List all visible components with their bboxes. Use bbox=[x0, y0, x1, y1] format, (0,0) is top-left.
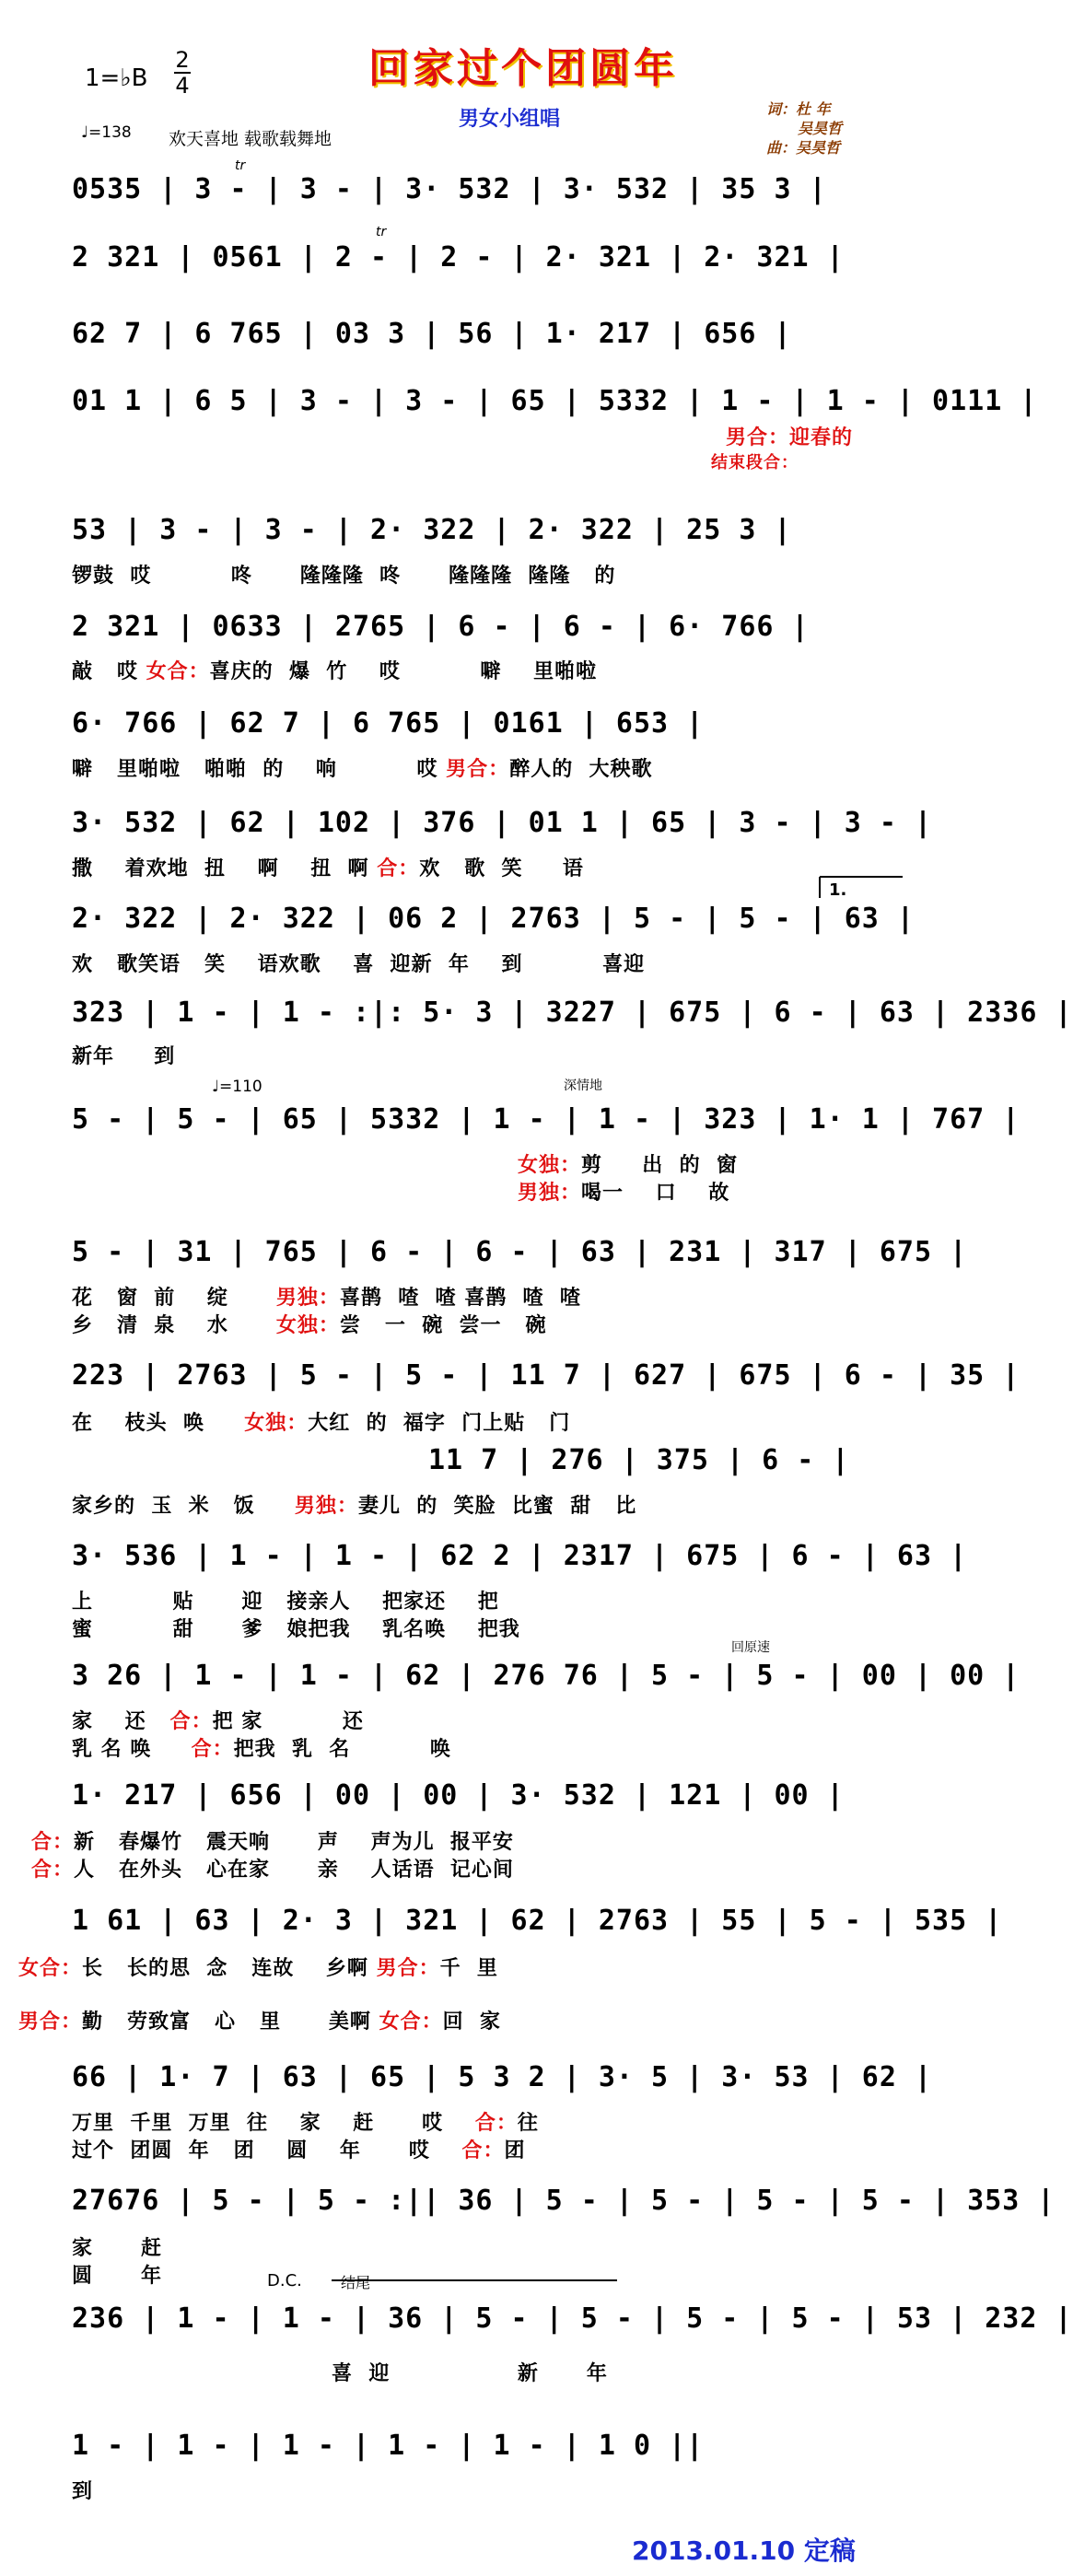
row-12-notes: 5 - | 31 | 765 | 6 - | 6 - | 63 | 231 | 317 | 675 | bbox=[72, 1236, 968, 1268]
row-8-lyrics: 撒 着欢地 扭 啊 扭 啊 合：欢 歌 笑 语 bbox=[72, 857, 584, 880]
performance-form: 男女小组唱 bbox=[459, 108, 561, 131]
row-14-lyrics: 家乡的 玉 米 饭 男独：妻儿 的 笑脸 比蜜 甜 比 bbox=[72, 1495, 637, 1518]
coda-mark: 结尾 bbox=[341, 2274, 371, 2291]
row-10-notes: 323 | 1 - | 1 - :|: 5· 3 | 3227 | 675 | 6 - | 63 | 2336 | bbox=[72, 997, 1073, 1029]
row-7-notes: 6· 766 | 62 7 | 6 765 | 0161 | 653 | bbox=[72, 707, 705, 740]
row-11-lyrics-2: 男独：喝一 口 故 bbox=[518, 1182, 730, 1205]
row-19-notes: 66 | 1· 7 | 63 | 65 | 5 3 2 | 3· 5 | 3· 53 | 62 | bbox=[72, 2061, 933, 2093]
row-5-lyrics: 锣鼓 哎 咚 隆隆隆 咚 隆隆隆 隆隆 的 bbox=[72, 565, 616, 588]
row-9-notes: 2· 322 | 2· 322 | 06 2 | 2763 | 5 - | 5 - | 63 | bbox=[72, 903, 915, 935]
row-17-notes: 1· 217 | 656 | 00 | 00 | 3· 532 | 121 | 00 | bbox=[72, 1779, 845, 1812]
expression-huiyuan: 回原速 bbox=[731, 1640, 770, 1655]
row-19-lyrics: 万里 千里 万里 往 家 赶 哎 合：往 bbox=[72, 2112, 539, 2135]
row-4-lyrics: 男合：迎春的 bbox=[726, 426, 854, 449]
row-10-lyrics: 新年 到 bbox=[72, 1045, 176, 1068]
row-16-lyrics-2: 乳 名 唤 合：把我 乳 名 唤 bbox=[72, 1738, 451, 1761]
row-15-lyrics-2: 蜜 甜 爹 娘把我 乳名唤 把我 bbox=[72, 1618, 520, 1641]
row-11-lyrics: 女独：剪 出 的 窗 bbox=[518, 1154, 738, 1177]
row-7-lyrics: 噼 里啪啦 啪啪 的 响 哎 男合：醉人的 大秧歌 bbox=[72, 758, 653, 781]
lyricist-2: 吴昊哲 bbox=[798, 120, 843, 137]
row-15-lyrics: 上 贴 迎 接亲人 把家还 把 bbox=[72, 1591, 499, 1614]
row-18-notes: 1 61 | 63 | 2· 3 | 321 | 62 | 2763 | 55 | 5 - | 535 | bbox=[72, 1905, 1003, 1937]
expression-shenqing: 深情地 bbox=[564, 1078, 602, 1093]
row-18-lyrics: 女合：长 长的思 念 连故 乡啊 男合：千 里 bbox=[18, 1957, 498, 1980]
row-12-lyrics-2: 乡 清 泉 水 女独：尝 一 碗 尝一 碗 bbox=[72, 1314, 547, 1337]
row-20-lyrics-2: 圆 年 bbox=[72, 2265, 162, 2288]
lyricist: 词：杜 年 bbox=[766, 100, 831, 118]
row-1-notes: 0535 | 3 - | 3 - | 3· 532 | 3· 532 | 35 3 | bbox=[72, 173, 827, 205]
row-17-lyrics: 合：新 春爆竹 震天响 声 声为儿 报平安 bbox=[31, 1831, 514, 1854]
time-top: 2 bbox=[175, 47, 190, 73]
row-15-notes: 3· 536 | 1 - | 1 - | 62 2 | 2317 | 675 | 6 - | 63 | bbox=[72, 1540, 968, 1572]
trill-mark-1: tr bbox=[235, 158, 246, 173]
row-22-notes: 1 - | 1 - | 1 - | 1 - | 1 - | 1 0 || bbox=[72, 2430, 705, 2462]
song-title: 回家过个团圆年 bbox=[368, 45, 678, 92]
row-21-lyrics: 喜 迎 新 年 bbox=[332, 2362, 608, 2385]
tempo-110: ♩=110 bbox=[212, 1078, 262, 1096]
trill-mark-2: tr bbox=[376, 225, 387, 239]
dc-mark: D.C. bbox=[267, 2271, 302, 2290]
tempo-description: 欢天喜地 载歌载舞地 bbox=[169, 129, 332, 149]
row-8-notes: 3· 532 | 62 | 102 | 376 | 01 1 | 65 | 3 - | 3 - | bbox=[72, 807, 933, 839]
row-16-notes: 3 26 | 1 - | 1 - | 62 | 276 76 | 5 - | 5 - | 00 | 00 | bbox=[72, 1660, 1021, 1692]
row-12-lyrics: 花 窗 前 绽 男独：喜鹊 喳 喳 喜鹊 喳 喳 bbox=[72, 1287, 581, 1310]
key-signature: 1=♭B bbox=[85, 64, 148, 92]
composer: 曲：吴昊哲 bbox=[766, 139, 841, 157]
row-18-lyrics-2: 男合：勤 劳致富 心 里 美啊 女合：回 家 bbox=[18, 2011, 501, 2034]
row-11-notes: 5 - | 5 - | 65 | 5332 | 1 - | 1 - | 323 | 1· 1 | 767 | bbox=[72, 1103, 1021, 1136]
row-4-lyrics-2: 结束段合： bbox=[711, 453, 799, 472]
volta-number: 1. bbox=[829, 880, 847, 900]
finalized-date: 2013.01.10 定稿 bbox=[632, 2535, 856, 2566]
row-6-lyrics: 敲 哎 女合：喜庆的 爆 竹 哎 噼 里啪啦 bbox=[72, 660, 598, 683]
tempo-mark: ♩=138 bbox=[81, 123, 132, 142]
row-22-lyrics: 到 bbox=[72, 2480, 94, 2503]
row-13-notes: 223 | 2763 | 5 - | 5 - | 11 7 | 627 | 675 | 6 - | 35 | bbox=[72, 1359, 1021, 1392]
row-20-notes: 27676 | 5 - | 5 - :|| 36 | 5 - | 5 - | 5 - | 5 - | 353 | bbox=[72, 2185, 1056, 2217]
row-4-notes: 01 1 | 6 5 | 3 - | 3 - | 65 | 5332 | 1 - | 1 - | 0111 | bbox=[72, 385, 1038, 417]
row-2-notes: 2 321 | 0561 | 2 - | 2 - | 2· 321 | 2· 321 | bbox=[72, 241, 845, 274]
row-9-lyrics: 欢 歌笑语 笑 语欢歌 喜 迎新 年 到 喜迎 bbox=[72, 953, 646, 976]
row-6-notes: 2 321 | 0633 | 2765 | 6 - | 6 - | 6· 766 | bbox=[72, 611, 810, 643]
row-14-notes: 11 7 | 276 | 375 | 6 - | bbox=[428, 1444, 850, 1476]
row-17-lyrics-2: 合：人 在外头 心在家 亲 人话语 记心间 bbox=[31, 1859, 514, 1882]
row-20-lyrics: 家 赶 bbox=[72, 2237, 162, 2260]
time-bottom: 4 bbox=[175, 73, 190, 99]
row-3-notes: 62 7 | 6 765 | 03 3 | 56 | 1· 217 | 656 | bbox=[72, 318, 792, 350]
row-21-notes: 236 | 1 - | 1 - | 36 | 5 - | 5 - | 5 - | 5 - | 53 | 232 | bbox=[72, 2302, 1073, 2335]
row-5-notes: 53 | 3 - | 3 - | 2· 322 | 2· 322 | 25 3 | bbox=[72, 514, 792, 546]
row-16-lyrics: 家 还 合：把 家 还 bbox=[72, 1710, 364, 1733]
row-19-lyrics-2: 过个 团圆 年 团 圆 年 哎 合：团 bbox=[72, 2139, 526, 2162]
row-13-lyrics: 在 枝头 唤 女独：大红 的 福字 门上贴 门 bbox=[72, 1412, 571, 1435]
